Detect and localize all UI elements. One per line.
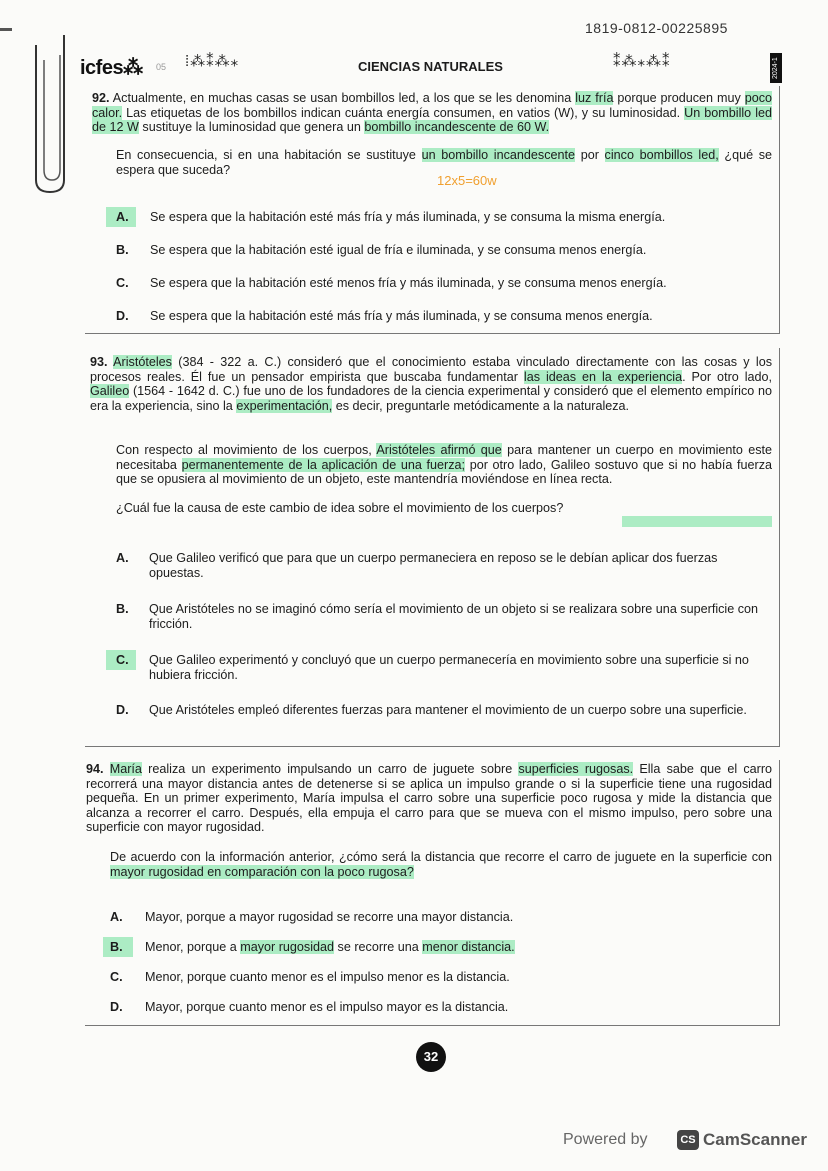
brand-name: CamScanner bbox=[703, 1130, 807, 1149]
paper-clip-icon bbox=[30, 30, 74, 195]
question-92-prompt: En consecuencia, si en una habitación se sustituye un bombillo incandescente por cinco bombillos led, ¿qué se espera que suceda? bbox=[116, 148, 773, 177]
powered-by-label: Powered by bbox=[563, 1131, 648, 1148]
highlight: Aristóteles bbox=[113, 355, 172, 369]
highlight: luz fría bbox=[575, 91, 614, 105]
highlight: María bbox=[109, 762, 142, 776]
scan-mark bbox=[0, 28, 12, 31]
highlight: mayor rugosidad bbox=[240, 940, 335, 954]
page-number: 32 bbox=[416, 1042, 446, 1072]
question-number: 94. bbox=[86, 762, 104, 776]
highlight-mark bbox=[622, 516, 772, 527]
question-94-prompt: De acuerdo con la información anterior, ¿cómo será la distancia que recorre el carro de juguete en la superficie con mayor rugosidad en comparación con la poco rugosa? bbox=[110, 850, 772, 879]
highlight: Galileo bbox=[90, 384, 130, 399]
header-decoration-right: ⁑⁂⁎⁂⁑ bbox=[613, 53, 671, 70]
year-tag: 2024-1 bbox=[770, 53, 782, 83]
question-93-context: Con respecto al movimiento de los cuerpos, Aristóteles afirmó que para mantener un cuerpo en movimiento este necesitaba permanentemente de la aplicación de una fuerza; por otro lado, Galileo sostuvo que si no había fuerza que se opusiera al movimiento de un objeto, este mantendría moviéndose en línea recta. bbox=[116, 443, 773, 487]
highlight: mayor rugosidad en comparación con la poco rugosa? bbox=[110, 864, 414, 879]
question-93-stem: 93. Aristóteles (384 - 322 a. C.) consideró que el conocimiento estaba vinculado directamente con las cosas y los procesos reales. Él fue un pensador empirista que buscaba fundamentar las ideas en la experiencia. Por otro lado, Galileo (1564 - 1642 d. C.) fue uno de los fundadores de la ciencia experimental y consideró que el elemento empírico no era la experiencia, sino la experimentación, es decir, preguntarle metódicamente a la naturaleza. bbox=[90, 355, 773, 413]
highlight: superficies rugosas. bbox=[518, 762, 634, 776]
logo-number: 05 bbox=[156, 62, 167, 72]
camscanner-logo-icon: CS bbox=[677, 1130, 699, 1150]
highlight: experimentación, bbox=[236, 398, 333, 413]
handwritten-annotation: 12x5=60w bbox=[437, 173, 497, 188]
icfes-logo bbox=[80, 55, 143, 80]
question-93-prompt: ¿Cuál fue la causa de este cambio de idea sobre el movimiento de los cuerpos? bbox=[116, 501, 564, 515]
logo-asterisk-icon: ⁂ bbox=[123, 57, 143, 79]
question-number: 93. bbox=[90, 355, 108, 369]
question-number: 92. bbox=[92, 91, 110, 105]
document-code: 1819-0812-00225895 bbox=[585, 20, 728, 36]
highlight: bombillo incandescente de 60 W. bbox=[364, 120, 550, 135]
page-title: CIENCIAS NATURALES bbox=[358, 59, 503, 74]
highlight: cinco bombillos led, bbox=[604, 148, 719, 162]
logo-text: icfes bbox=[80, 57, 124, 79]
highlight: un bombillo incandescente bbox=[421, 148, 576, 162]
highlight: menor distancia. bbox=[422, 940, 515, 954]
header-decoration-left: ⁞⁂⁑⁂⁎ bbox=[185, 53, 240, 70]
highlight: Un bombillo led de 12 W bbox=[92, 105, 773, 135]
page-header bbox=[80, 52, 785, 82]
question-94-stem: 94. María realiza un experimento impulsando un carro de juguete sobre superficies rugosas. Ella sabe que el carro recorrerá una mayor distancia antes de detenerse si se aplica un impulso grande o si la superficie tiene una rugosidad pequeña. En un primer experimento, María impulsa el carro sobre una superficie poco rugosa y mide la distancia que alcanza a recorrer el carro. Después, ella empuja el carro para que se mueva con el mismo impulso, pero sobre una superficie con mayor rugosidad. bbox=[86, 762, 773, 835]
highlight: permanentemente de la aplicación de una fuerza; bbox=[181, 457, 466, 472]
question-92-stem: 92. Actualmente, en muchas casas se usan bombillos led, a los que se les denomina luz fría porque producen muy poco calor. Las etiquetas de los bombillos indican cuánta energía consumen, en vatios (W), y su luminosidad. Un bombillo led de 12 W sustituye la luminosidad que genera un bombillo incandescente de 60 W. bbox=[92, 91, 773, 135]
highlight: las ideas en la experiencia bbox=[523, 369, 683, 384]
highlight: poco calor. bbox=[92, 91, 773, 120]
highlight: Aristóteles afirmó que bbox=[376, 443, 502, 457]
